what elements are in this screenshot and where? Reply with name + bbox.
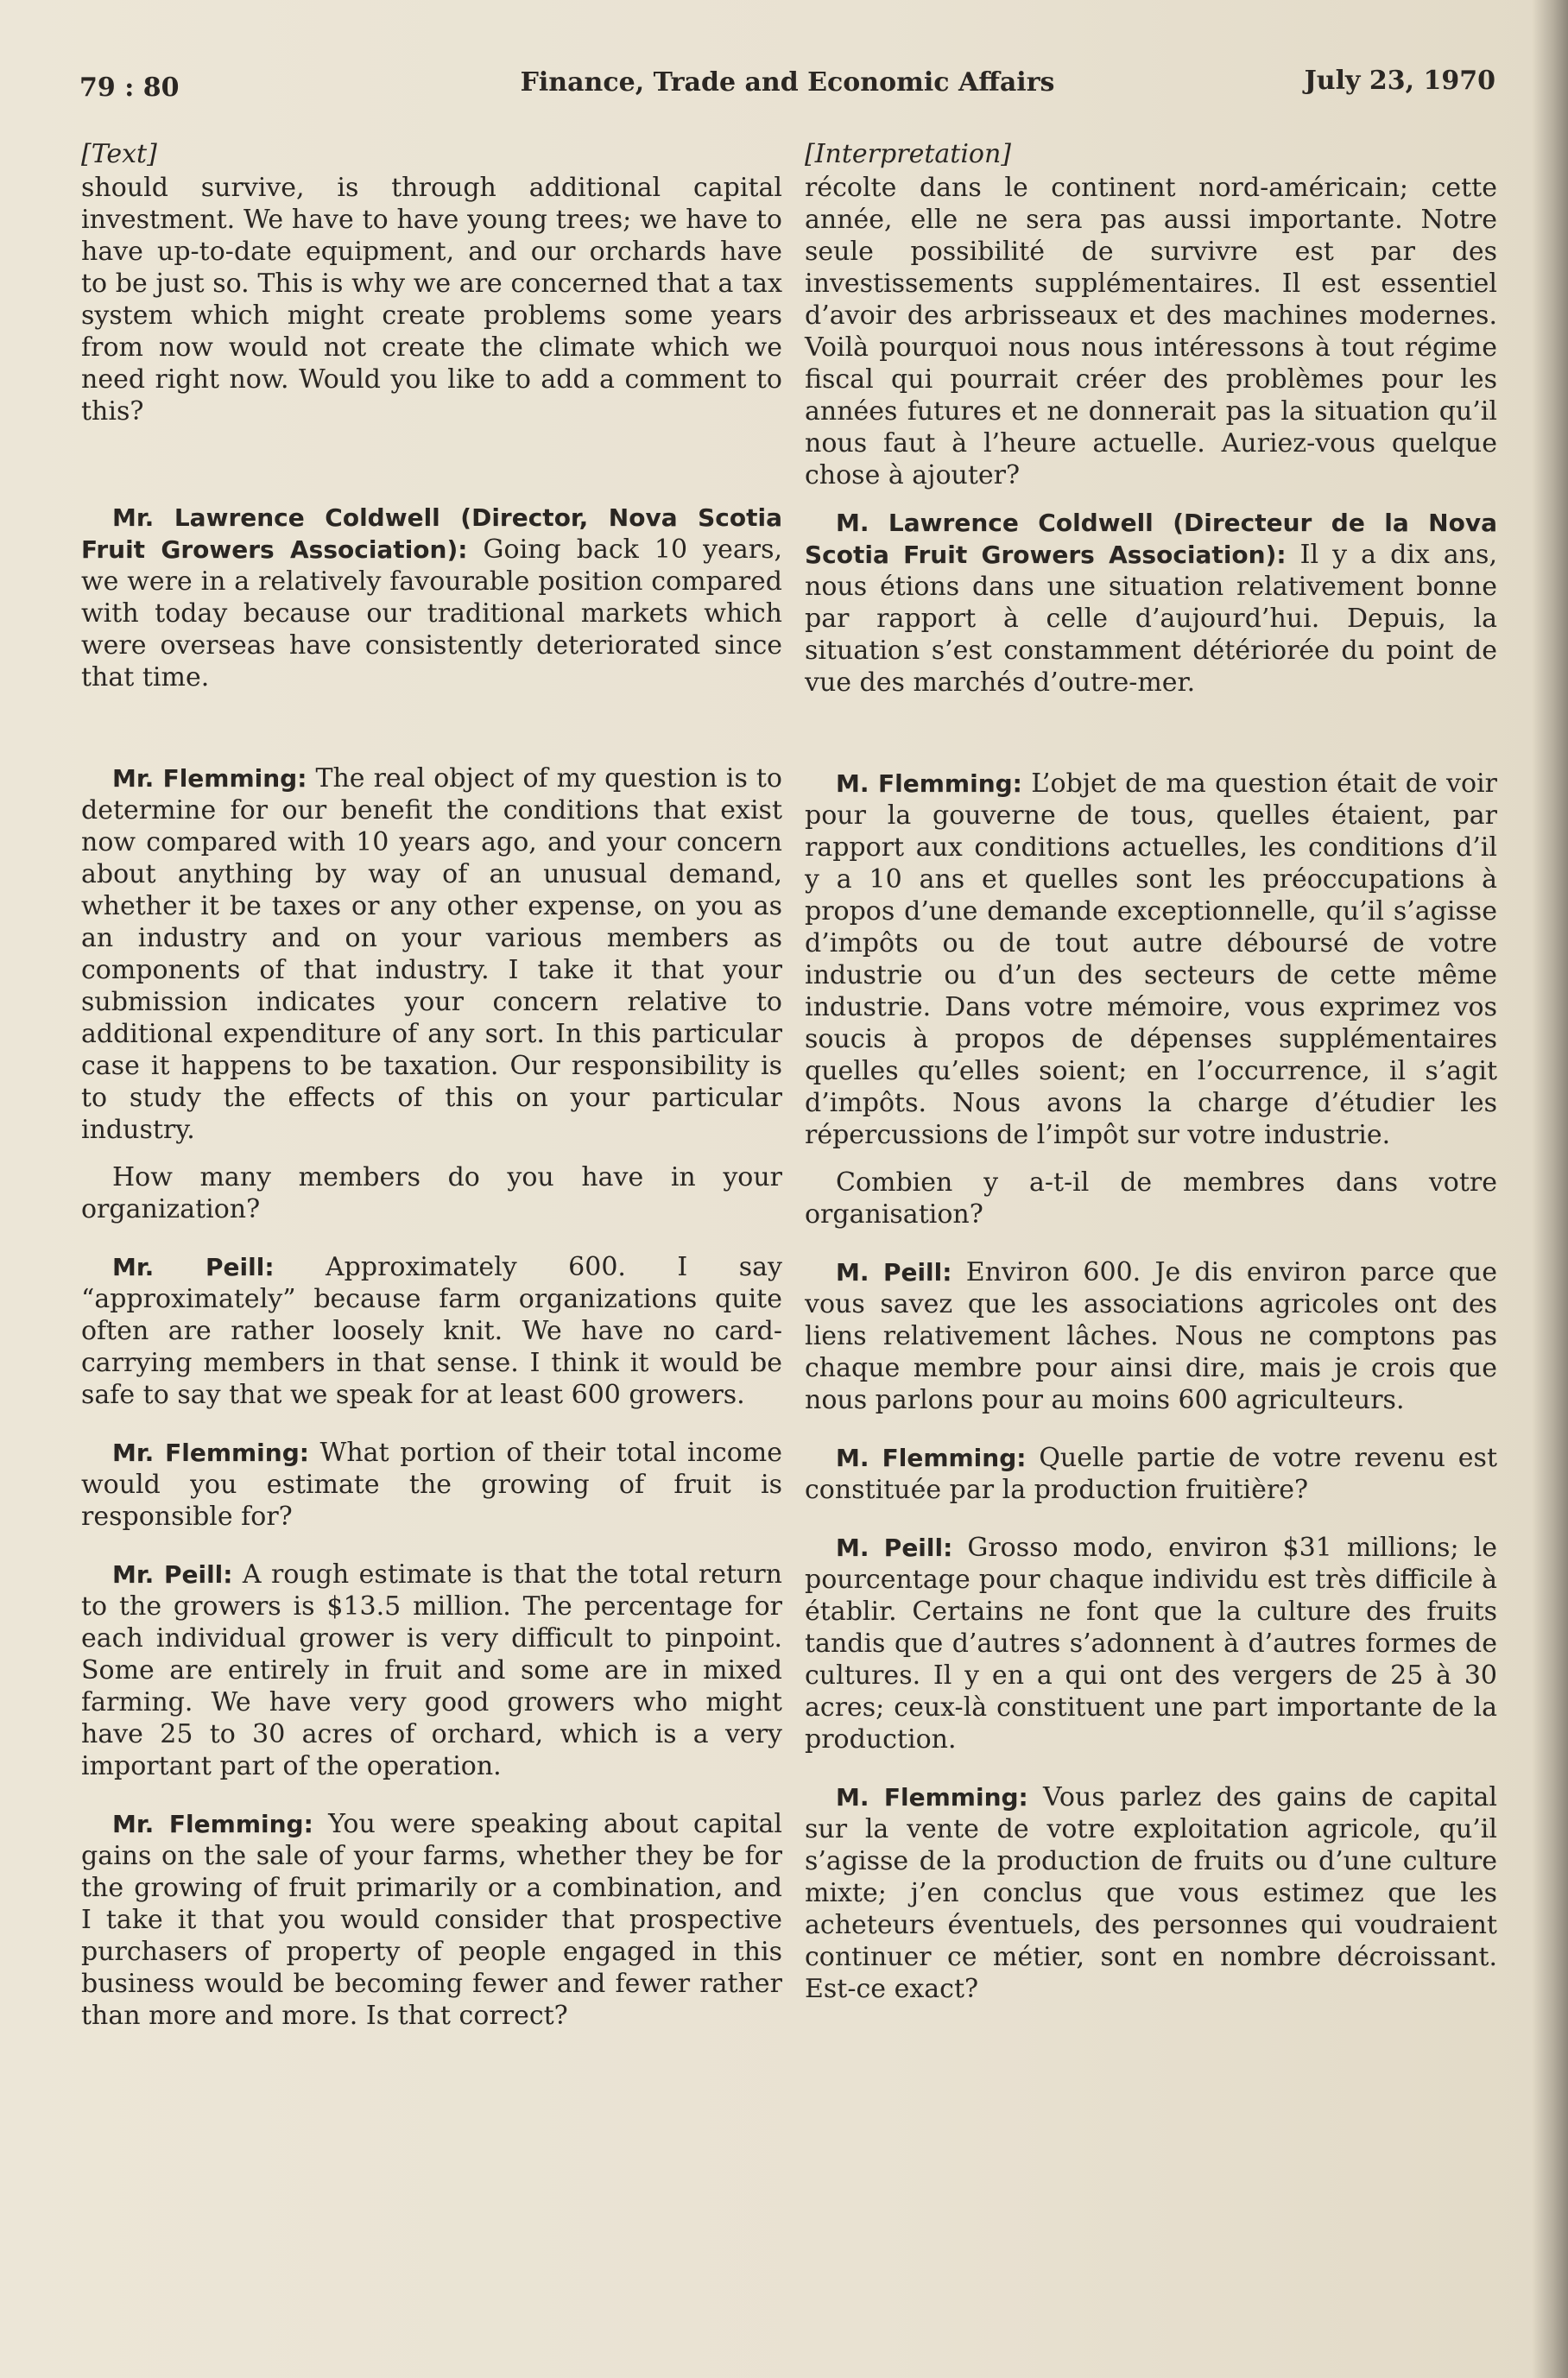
paragraph: [81, 1251, 782, 1411]
right-column-title: [Interpretation]: [805, 139, 1012, 169]
paragraph-text: Approximately 600. I say “approximately” because farm organizations quite often are rather loosely knit. We have no card-carrying members in that sense. I think it would be safe to say that we speak for at least 600 growers.: [81, 1252, 782, 1410]
paragraph: [805, 1256, 1497, 1416]
paragraph-text: You were speaking about capital gains on the sale of your farms, whether they be for the growing of fruit primarily or a combination, and I take it that you would consider that prospective purchasers of property of people engaged in this business would be becoming fewer and fewer rather than more and more. Is that correct?: [81, 1809, 782, 2031]
right-column: [805, 138, 1497, 2031]
left-column: [81, 138, 782, 2058]
paragraph-text: How many members do you have in your organization?: [81, 1162, 782, 1224]
paragraph: [805, 507, 1497, 699]
paragraph-text: Vous parlez des gains de capital sur la vente de votre exploitation agricole, qu’il s’agisse de la production de fruits ou d’une culture mixte; j’en conclus que vous estimez que les acheteurs éventuels, des personnes qui voudraient continuer ce métier, sont en nombre décroissant. Est-ce exact?: [805, 1782, 1497, 2004]
paragraph: [81, 1559, 782, 1782]
paragraph-text: Il y a dix ans, nous étions dans une situation relativement bonne par rapport à celle d’aujourd’hui. Depuis, la situation s’est constamment détériorée du point de vue des marchés d’outre-mer.: [805, 540, 1497, 698]
paragraph-text: Going back 10 years, we were in a relatively favourable position compared with today because our traditional markets which were overseas have consistently deteriorated since that time.: [81, 534, 782, 693]
speaker-name: M. Peill:: [836, 1534, 953, 1562]
speaker-name: M. Flemming:: [836, 769, 1022, 798]
paragraph: [805, 1167, 1497, 1230]
paragraph: [81, 172, 782, 427]
paragraph-text: Grosso modo, environ $31 millions; le pourcentage pour chaque individu est très difficile à établir. Certains ne font que la culture des fruits tandis que d’autres s’adonnent à d’autres formes de cultures. Il y en a qui ont des vergers de 25 à 30 acres; ceux-là constituent une part importante de la production.: [805, 1533, 1497, 1755]
paragraph: [805, 1532, 1497, 1755]
page-date: July 23, 1970: [1304, 66, 1495, 96]
speaker-name: Mr. Flemming:: [112, 1439, 309, 1467]
paragraph: [81, 502, 782, 693]
paragraph: [81, 1161, 782, 1225]
paragraph: [805, 768, 1497, 1151]
page-header: [79, 62, 1495, 114]
paragraph-text: L’objet de ma question était de voir pour la gouverne de tous, quelles étaient, par rapport aux conditions actuelles, les conditions d’il y a 10 ans et quelles sont les préoccupations à propos d’une demande exceptionnelle, qu’il s’agisse d’impôts ou de tout autre déboursé de votre industrie ou d’un des secteurs de cette même industrie. Dans votre mémoire, vous exprimez vos soucis à propos de dépenses supplémentaires quelles qu’elles soient; en l’occurrence, il s’agit d’impôts. Nous avons la charge d’étudier les répercussions de l’impôt sur votre industrie.: [805, 768, 1497, 1150]
paragraph: [805, 172, 1497, 491]
paragraph-text: récolte dans le continent nord-américain; cette année, elle ne sera pas aussi importante. Notre seule possibilité de survivre est par des investissements supplémentaires. Il est essentiel d’avoir des arbrisseaux et des machines modernes. Voilà pourquoi nous nous intéressons à tout régime fiscal qui pourrait créer des problèmes pour les années futures et ne donnerait pas la situation qu’il nous faut à l’heure actuelle. Auriez-vous quelque chose à ajouter?: [805, 173, 1497, 490]
page-numbers: 79 : 80: [79, 73, 180, 103]
speaker-name: Mr. Flemming:: [112, 1810, 313, 1838]
speaker-name: Mr. Flemming:: [112, 764, 307, 793]
paragraph-text: Environ 600. Je dis environ parce que vous savez que les associations agricoles ont des liens relativement lâches. Nous ne comptons pas chaque membre pour ainsi dire, mais je crois que nous parlons pour au moins 600 agriculteurs.: [805, 1257, 1497, 1415]
speaker-name: M. Lawrence Coldwell (Directeur de la Nova Scotia Fruit Growers Association):: [805, 509, 1497, 569]
page-title: Finance, Trade and Economic Affairs: [520, 67, 1055, 98]
speaker-name: M. Flemming:: [836, 1444, 1027, 1472]
speaker-name: Mr. Peill:: [112, 1253, 275, 1281]
paragraph: [81, 1808, 782, 2032]
paragraph: [81, 1437, 782, 1533]
speaker-name: M. Flemming:: [836, 1783, 1028, 1812]
page-binding-shadow: [1532, 0, 1568, 2378]
paragraph-text: The real object of my question is to determine for our benefit the conditions that exist now compared with 10 years ago, and your concern about anything by way of an unusual demand, whether it be taxes or any other expense, on you as an industry and on your various members as components of that industry. I take it that your submission indicates your concern relative to additional expenditure of any sort. In this particular case it happens to be taxation. Our responsibility is to study the effects of this on your particular industry.: [81, 763, 782, 1145]
paragraph-text: A rough estimate is that the total return to the growers is $13.5 million. The percentage for each individual grower is very difficult to pinpoint. Some are entirely in fruit and some are in mixed farming. We have very good growers who might have 25 to 30 acres of orchard, which is a very important part of the operation.: [81, 1559, 782, 1781]
speaker-name: Mr. Peill:: [112, 1560, 233, 1589]
paragraph: [805, 1442, 1497, 1506]
speaker-name: M. Peill:: [836, 1258, 952, 1287]
paragraph: [805, 1781, 1497, 2005]
paragraph-text: should survive, is through additional capital investment. We have to have young trees; we have to have up-to-date equipment, and our orchards have to be just so. This is why we are concerned that a tax system which might create problems some years from now would not create the climate which we need right now. Would you like to add a comment to this?: [81, 173, 782, 427]
paragraph-text: Quelle partie de votre revenu est constituée par la production fruitière?: [805, 1443, 1497, 1505]
paragraph: [81, 762, 782, 1146]
paragraph-text: Combien y a-t-il de membres dans votre organisation?: [805, 1167, 1497, 1230]
left-column-title: [Text]: [81, 139, 157, 169]
paragraph-text: What portion of their total income would you estimate the growing of fruit is responsible for?: [81, 1438, 783, 1532]
speaker-name: Mr. Lawrence Coldwell (Director, Nova Scotia Fruit Growers Association):: [81, 503, 782, 564]
